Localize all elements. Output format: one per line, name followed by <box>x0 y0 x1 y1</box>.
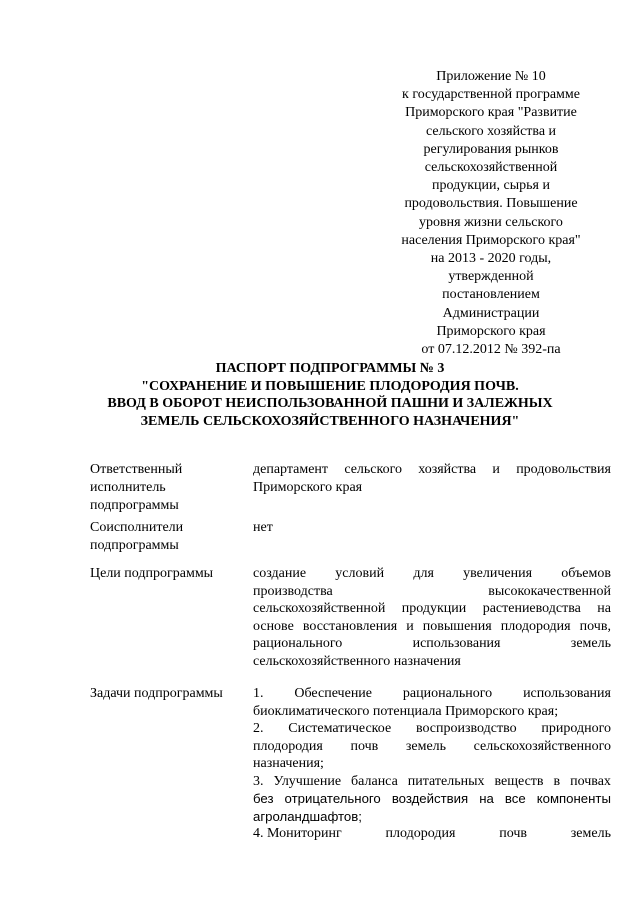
title-line: ВВОД В ОБОРОТ НЕИСПОЛЬЗОВАННОЙ ПАШНИ И ЗАЛЕЖНЫХ <box>107 396 553 411</box>
word: 2. <box>253 721 264 736</box>
word: и <box>492 462 500 477</box>
appendix-line: утвержденной <box>448 269 534 285</box>
value-line: назначения; <box>253 756 324 771</box>
passport-table <box>90 461 611 843</box>
word: 1. <box>253 686 264 701</box>
document-title <box>60 360 600 430</box>
word: Обеспечение <box>294 686 373 701</box>
label-line: исполнитель <box>90 480 166 495</box>
row-label <box>90 519 253 555</box>
word: земель <box>570 826 611 841</box>
word: на <box>597 601 611 616</box>
appendix-line: продовольствия. Повышение <box>404 196 578 212</box>
value-line <box>253 583 611 601</box>
word: высококачественной <box>488 583 611 599</box>
passport-row-co-executors <box>90 519 611 565</box>
appendix-line: к государственной программе <box>402 87 580 103</box>
passport-row-tasks <box>90 685 611 843</box>
word: рационального <box>402 686 493 701</box>
word: рационального <box>253 636 343 651</box>
value-line <box>253 461 611 479</box>
appendix-line: регулирования рынков <box>423 141 559 157</box>
word: питательных <box>407 773 485 789</box>
title-line: "СОХРАНЕНИЕ И ПОВЫШЕНИЕ ПЛОДОРОДИЯ ПОЧВ. <box>141 378 519 394</box>
word: восстановления <box>302 618 398 634</box>
appendix-line: Администрации <box>442 305 540 321</box>
value-line <box>253 825 611 843</box>
word: плодородия <box>253 738 323 754</box>
row-label <box>90 461 253 515</box>
row-value <box>253 519 611 537</box>
word: плодородия <box>500 618 571 634</box>
word: отрицательного <box>284 791 381 806</box>
appendix-line: Приложение № 10 <box>436 69 546 84</box>
value-line <box>253 773 611 791</box>
title-line: ЗЕМЕЛЬ СЕЛЬСКОХОЗЯЙСТВЕННОГО НАЗНАЧЕНИЯ" <box>140 413 520 429</box>
appendix-line: постановлением <box>442 287 540 303</box>
label-line: Соисполнители <box>90 520 184 535</box>
appendix-line: Приморского края "Развитие <box>405 105 577 121</box>
word: условий <box>335 566 385 581</box>
row-value <box>253 461 611 496</box>
word: хозяйства <box>418 462 477 477</box>
value-line <box>253 635 611 653</box>
word: 4. Мониторинг <box>253 826 342 841</box>
passport-row-executor <box>90 461 611 519</box>
word: использования <box>412 636 501 651</box>
value-line <box>253 790 611 808</box>
label-line: Ответственный <box>90 462 183 477</box>
value-line <box>253 565 611 583</box>
word: веществ <box>494 773 544 789</box>
word: воспроизводство <box>415 721 517 736</box>
appendix-line: сельскохозяйственной <box>424 160 558 176</box>
value-line: Приморского края <box>253 479 363 495</box>
value-line: нет <box>253 520 273 535</box>
word: земель <box>570 636 611 651</box>
title-line: ПАСПОРТ ПОДПРОГРАММЫ № 3 <box>215 361 445 376</box>
label-line: Задачи подпрограммы <box>90 686 223 701</box>
value-line <box>253 720 611 738</box>
appendix-header <box>372 68 610 359</box>
value-line <box>253 600 611 618</box>
appendix-line: на 2013 - 2020 годы, <box>430 251 552 267</box>
word: баланса <box>351 773 398 789</box>
word: почвах <box>570 773 611 789</box>
word: на <box>479 791 494 806</box>
word: использования <box>523 686 611 701</box>
word: сельскохозяйственного <box>473 738 611 754</box>
appendix-line: от 07.12.2012 № 392-па <box>421 342 561 358</box>
word: без <box>253 791 274 806</box>
word: Систематическое <box>288 721 392 736</box>
word: природного <box>541 721 611 736</box>
label-line: Цели подпрограммы <box>90 566 214 581</box>
word: земель <box>405 738 447 754</box>
word: повышения <box>422 618 492 634</box>
value-line <box>253 685 611 703</box>
value-line <box>253 618 611 636</box>
label-line: подпрограммы <box>90 498 179 513</box>
word: почв <box>499 826 527 841</box>
word: продукции <box>401 601 467 616</box>
appendix-line: Приморского края <box>436 323 546 339</box>
word: сельского <box>344 462 402 477</box>
word: почв <box>350 738 379 754</box>
word: увеличения <box>463 566 533 581</box>
row-label <box>90 685 253 703</box>
value-line: агроландшафтов; <box>253 808 362 824</box>
value-line: биоклиматического потенциала Приморского края; <box>253 703 559 719</box>
row-value <box>253 685 611 843</box>
row-value <box>253 565 611 670</box>
word: объемов <box>561 566 611 581</box>
value-line: сельскохозяйственного назначения <box>253 653 461 669</box>
appendix-line: населения Приморского края" <box>401 232 581 248</box>
word: продовольствия <box>516 462 611 477</box>
appendix-line: продукции, сырья и <box>432 178 550 194</box>
word: для <box>413 566 434 581</box>
passport-row-goals <box>90 565 611 685</box>
word: сельскохозяйственной <box>253 601 386 616</box>
word: в <box>553 773 561 789</box>
appendix-line: уровня жизни сельского <box>419 214 563 230</box>
word: плодородия <box>385 826 456 841</box>
word: департамент <box>253 462 329 477</box>
word: почв, <box>579 618 611 634</box>
word: 3. <box>253 773 264 789</box>
appendix-line: сельского хозяйства и <box>425 123 557 139</box>
word: и <box>406 618 414 634</box>
word: создание <box>253 566 307 581</box>
word: производства <box>253 583 333 599</box>
word: компоненты <box>536 791 611 806</box>
label-line: подпрограммы <box>90 538 179 553</box>
word: Улучшение <box>273 773 342 789</box>
word: все <box>504 791 526 806</box>
word: растениеводства <box>482 601 581 616</box>
word: воздействия <box>391 791 469 806</box>
value-line <box>253 738 611 756</box>
row-label <box>90 565 253 583</box>
word: основе <box>253 618 294 634</box>
